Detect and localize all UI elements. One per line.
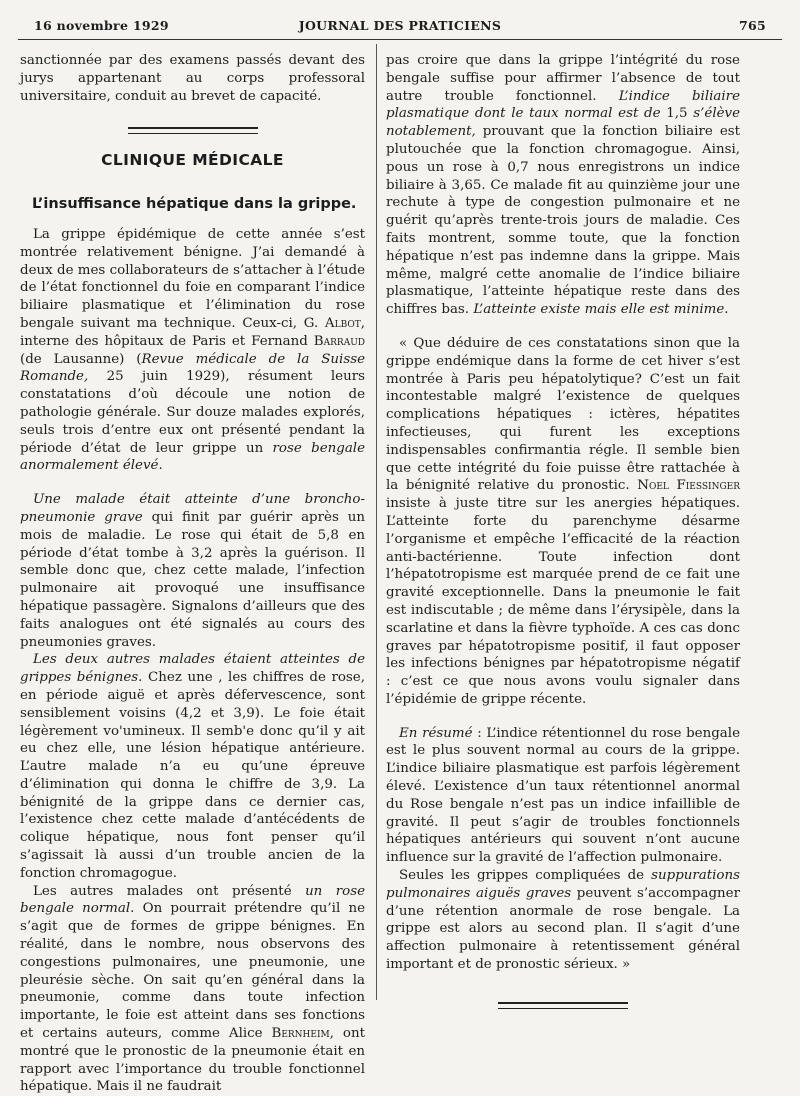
text-run: peuvent s’accompagner d’une rétention anormale de rose bengale. La grippe est alors au second plan. Il s’agit d’une affection pulmonaire à retentissement général important et de pronostic sérieux. » [386,885,740,973]
left-paragraph-3 [20,651,365,882]
text-run: qui finit par guérir après un mois de maladie. Le rose qui était de 5,8 en période d’état tombe à 3,2 après la guérison. Il semble donc que, chez cette malade, l’infection pulmonaire ait provoqué une insuffisance hépatique passagère. Signalons d’ailleurs que des faits analogues ont été signalés au cours des pneumonies graves. [20,509,365,650]
text-run: « Que déduire de ces constatations sinon que la grippe endémique dans la forme de cet hiver s’est montrée à Paris peu hépatolytique? C’est un fait incontestable malgré l’existence de quelques complications hépatiques : ictères, hépatites infectieuses, qui furent les exceptions indispensables confirmantia régle. Il semble bien que cette intégrité du foie puisse être rattachée à la bénignité relative du pronostic. [386,335,740,494]
text-run: prouvant que la fonction biliaire est plutouchée que la fonction chromagogue. Ainsi, pous un rose à 0,7 nous enregistrons un indice biliaire à 3,65. Ce malade fit au quinzième jour une rechute à type de congestion pulmonaire et ne guérit qu’après trente-trois jours de maladie. Ces faits montrent, somme toute, que la fonction hépatique n’est pas indemne dans la grippe. Mais même, malgré cette anomalie de l’indice biliaire plasmatique, l’atteinte hépatique reste dans des chiffres bas. [386,124,740,318]
end-rule [498,1002,628,1009]
author-name: Noel Fiessinger [637,478,740,494]
emphasis-text: Les deux autres malades étaient atteintes de grippes bénignes. [20,652,365,686]
text-run: Chez une , les chiffres de rose, en période aiguë et après défervescence, sont sensiblement voisins (4,2 et 3,9). Le foie était légèrement vo'umineux. Il semb'e donc qu’il y ait eu chez elle, une lésion hépatique antérieure. L’autre malade n’a eu qu’une épreuve d’élimination qui donna le chiffre de 3,9. La bénignité de la grippe dans ce dernier cas, l’existence chez cette malade d’antécédents de colique hépatique, nous font penser qu’il s’agissait là aussi d’un trouble ancien de la fonction chromagogue. [20,670,365,881]
right-column [386,52,740,1009]
text-run: , interne des hôpitaux de Paris et Fernand [20,315,365,349]
emphasis-text: rose bengale anormalement élevé. [20,440,366,474]
author-name: Barraud [313,333,365,349]
text-run: 1,5 [660,106,694,122]
header-date: 16 novembre 1929 [34,18,169,33]
text-run: Les autres malades ont présenté [33,883,306,899]
emphasis-text: L’indice biliaire plasmatique dont le taux normal est de [386,88,740,122]
text-run: , ont montré que le pronostic de la pneumonie était en rapport avec l’importance du trouble fonctionnel hépatique. Mais il ne faudrait [20,1026,365,1095]
text-run: Seules les grippes compliquées de [399,868,652,884]
right-paragraph-3 [386,725,740,867]
right-paragraph-4 [386,867,740,974]
emphasis-text: un rose bengale normal. [20,883,366,917]
left-column [20,52,365,1096]
intro-paragraph: sanctionnée par des examens passés devant des jurys appartenant au corps professoral universitaire, conduit au brevet de capacité. [20,53,365,104]
journal-reference: Revue médicale de la Suisse Romande, [20,351,365,385]
emphasis-text: suppurations pulmonaires aiguës graves [386,868,740,901]
author-name: Bernheim [271,1026,330,1042]
text-run: insiste à juste titre sur les anergies hépatiques. L’atteinte forte du parenchyme désarme l’organisme et empêche l’efficacité de la réaction anti-bactérienne. Toute infection dont l’hépatotropisme est marquée prend de ce fait une gravité exceptionnelle. Dans la pneumonie le fait est indiscutable ; de même dans l’érysipèle, dans la scarlatine et dans la fièvre typhoïde. A ces cas donc graves par hépatotropisme positif, il faut opposer les infections bénignes par hépatotropisme négatif : c’est ce que nous avons voulu signaler dans l’épidémie de grippe récente. [386,496,740,707]
emphasis-text: L’atteinte existe mais elle est minime. [473,302,729,318]
article-title: L’insuffisance hépatique dans la grippe. [32,196,357,213]
left-paragraph-2 [20,491,365,651]
text-run: (de Lausanne) ( [20,351,142,367]
section-title: CLINIQUE MÉDICALE [101,151,284,170]
right-paragraph-2 [386,335,740,709]
text-run: : L’indice rétentionnel du rose bengale est le plus souvent normal au cours de la grippe. L’indice biliaire plasmatique est parfois légèrement élevé. L’existence d’un taux rétentionnel anormal du Rose bengale n’est pas un indice infaillible de gravité. Il peut s’agir de troubles fonctionnels hépatiques antérieurs qui souvent n’ont aucune influence sur la gravité de l’affection pulmonaire. [386,725,740,866]
section-rule [128,127,258,134]
page-header [34,18,766,38]
emphasis-text: En résumé [399,725,473,741]
text-run: La grippe épidémique de cette année s’est montrée relativement bénigne. J’ai demandé à deux de mes collaborateurs de s’attacher à l’étude de l’état fonctionnel du foie en comparant l’indice biliaire plasmatique et l’élimination du rose bengale suivant ma technique. Ceux-ci, G. [20,226,365,331]
column-divider [376,44,377,1000]
text-run: pas croire que dans la grippe l’intégrité du rose bengale suffise pour affirmer l’absence de tout autre trouble fonctionnel. [386,53,740,104]
text-run: On pourrait prétendre qu’il ne s’agit que de formes de grippe bénignes. En réalité, dans le nombre, nous observons des congestions pulmonaires, une pneumonie, une pleurésie sèche. On sait qu’en général dans la pneumonie, comme dans toute infection importante, le foie est atteint dans ses fonctions et certains auteurs, comme Alice [20,901,365,1042]
emphasis-text: s’élève notablement, [386,106,741,140]
left-paragraph-4 [20,883,365,1096]
author-name: Albot [324,315,361,331]
emphasis-text: Une malade était atteinte d’une broncho-pneumonie grave [20,492,365,525]
text-run: 25 juin 1929), résument leurs constatations d’où découle une notion de pathologie générale. Sur douze malades explorés, seuls trois d’entre eux ont présenté pendant la période d’état de leur grippe un [20,369,365,456]
page-number: 765 [739,18,766,33]
journal-title: JOURNAL DES PRATICIENS [298,18,502,33]
left-paragraph-1 [20,226,365,475]
right-paragraph-1 [386,52,740,319]
header-rule [18,39,782,40]
